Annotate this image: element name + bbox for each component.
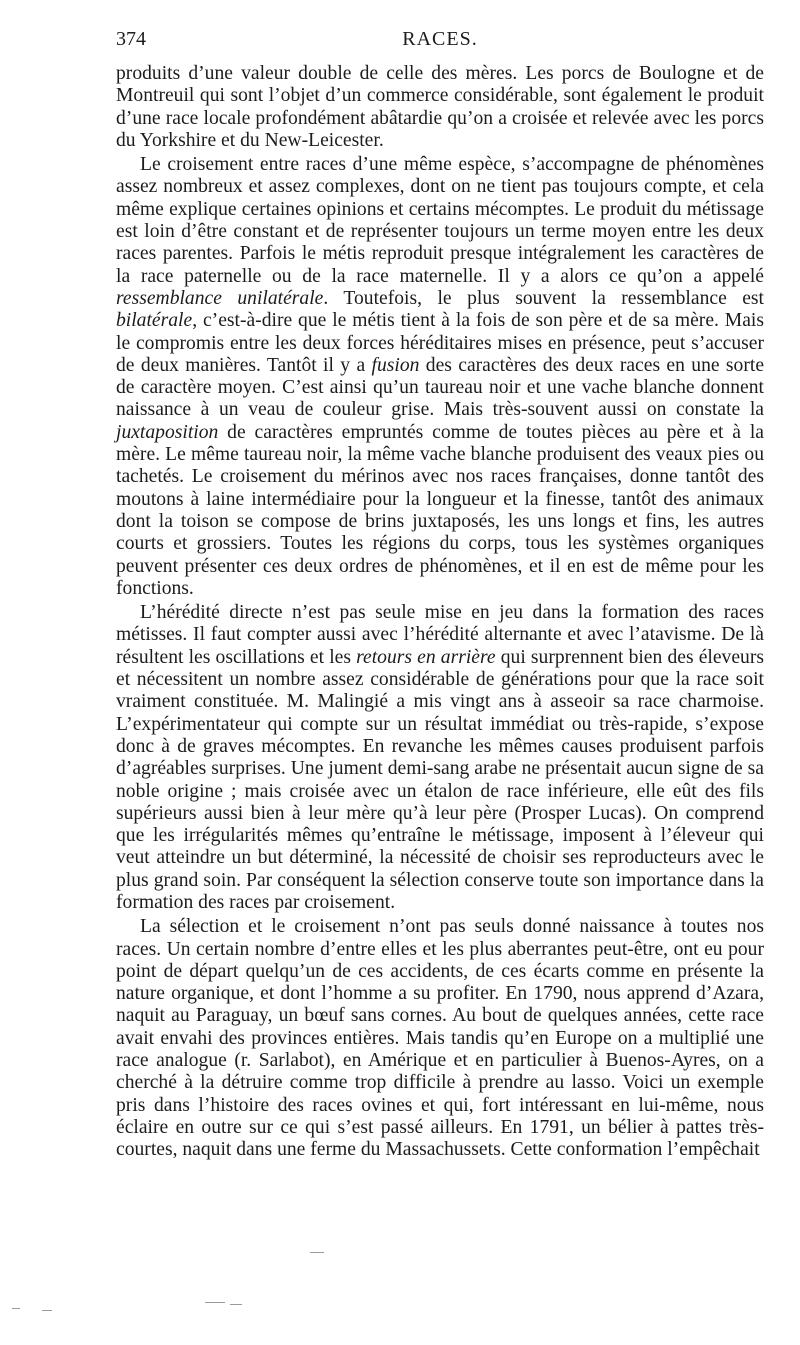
text-run: , c’est-à-dire que le métis tient à la fois de son père et de sa mère. Mais le compromis entre les deux forces héréditaires mises en présence, peut s’accuser de deux manières. Tantôt il y a [116, 310, 764, 376]
page-number: 374 [116, 28, 146, 50]
text-run: . Toutefois, le plus souvent la ressemblance est [323, 287, 764, 309]
scan-speck [310, 1252, 324, 1253]
scan-speck [205, 1302, 225, 1303]
text-run: des caractères des deux races en une sorte de caractère moyen. C’est ainsi qu’un taureau noir et une vache blanche donnent naissance à un veau de couleur grise. Mais très-souvent aussi on constate la [116, 354, 765, 421]
text-run: Le croisement entre races d’une même espèce, s’accompagne de phénomènes assez nombreux et assez complexes, dont on ne tient pas toujours compte, et cela même explique certaines opinions et certains mécomptes. Le produit du métissage est loin d’être constant et de représenter toujours un terme moyen entre les deux races parentes. Parfois le métis reproduit presque intégralement les caractères de la race paternelle ou de la race maternelle. Il y a alors ce qu’on a appelé [116, 154, 764, 287]
italic-term: fusion [371, 354, 420, 376]
scan-speck [42, 1310, 52, 1311]
text-run: L’hérédité directe n’est pas seule mise en jeu dans la formation des races métisses. Il faut compter aussi avec l’hérédité alternante et avec l’atavisme. De là résultent les oscillations et les [116, 602, 764, 668]
italic-term: retours en arrière [356, 646, 496, 668]
text-run: qui surprennent bien des éleveurs et nécessitent un nombre assez considérable de générations pour que la race soit vraiment constituée. M. Malingié a mis vingt ans à asseoir sa race charmoise. L’expérimentateur qui compte sur un résultat immédiat ou très-rapide, s’expose donc à de graves mécomptes. En revanche les mêmes causes produisent parfois d’agréables surprises. Une jument demi-sang arabe ne présentait aucun signe de sa noble origine ; mais croisée avec un étalon de race inférieure, elle eût des fils supérieurs aussi bien à leur mère qu’à leur père (Prosper Lucas). On comprend que les irrégularités mêmes qu’entraîne le métissage, imposent à l’éleveur qui veut atteindre un but déterminé, la nécessité de choisir ses reproducteurs avec le plus grand soin. Par conséquent la sélection conserve toute son importance dans la formation des races par croisement. [116, 646, 764, 913]
italic-term: juxtaposition [116, 421, 219, 443]
paragraph-3 [116, 602, 764, 914]
scan-speck [230, 1304, 242, 1305]
paragraph-1 [116, 63, 764, 152]
page-header [116, 28, 764, 54]
italic-term: bilatérale [116, 310, 193, 332]
italic-term: ressemblance unilatérale [116, 287, 324, 309]
running-title: RACES. [402, 28, 478, 50]
text-run: produits d’une valeur double de celle des mères. Les porcs de Boulogne et de Montreuil qui sont l’objet d’un commerce considérable, sont également le produit d’une race locale profondément abâtardie qu’on a croisée et relevée avec les porcs du Yorkshire et du New-Leicester. [116, 63, 764, 151]
text-body [116, 63, 764, 1162]
text-run: de caractères empruntés comme de toutes pièces au père et à la mère. Le même taureau noir, la même vache blanche produisent des veaux pies ou tachetés. Le croisement du mérinos avec nos races françaises, donne tantôt des moutons à laine intermédiaire pour la longueur et la finesse, tantôt des animaux dont la toison se compose de brins juxtaposés, les uns longs et fins, les autres courts et grossiers. Toutes les régions du corps, tous les systèmes organiques peuvent présenter ces deux ordres de phénomènes, et il en est de même pour les fonctions. [116, 421, 764, 599]
paragraph-4 [116, 916, 764, 1161]
paragraph-2 [116, 154, 764, 600]
text-run: La sélection et le croisement n’ont pas seuls donné naissance à toutes nos races. Un certain nombre d’entre elles et les plus aberrantes peut-être, ont eu pour point de départ quelqu’un de ces accidents, de ces écarts comme en présente la nature organique, et dont l’homme a su profiter. En 1790, nous apprend d’Azara, naquit au Paraguay, un bœuf sans cornes. Au bout de quelques années, cette race avait envahi des provinces entières. Mais tandis qu’en Europe on a multiplié une race analogue (r. Sarlabot), en Amérique et en particulier à Buenos-Ayres, on a cherché à la détruire comme trop difficile à prendre au lasso. Voici un exemple pris dans l’histoire des races ovines et qui, fort intéressant en lui-même, nous éclaire en outre sur ce qui s’est passé ailleurs. En 1791, un bélier à pattes très-courtes, naquit dans une ferme du Massachussets. Cette conformation l’empêchait [116, 916, 764, 1161]
scan-speck [12, 1308, 20, 1309]
